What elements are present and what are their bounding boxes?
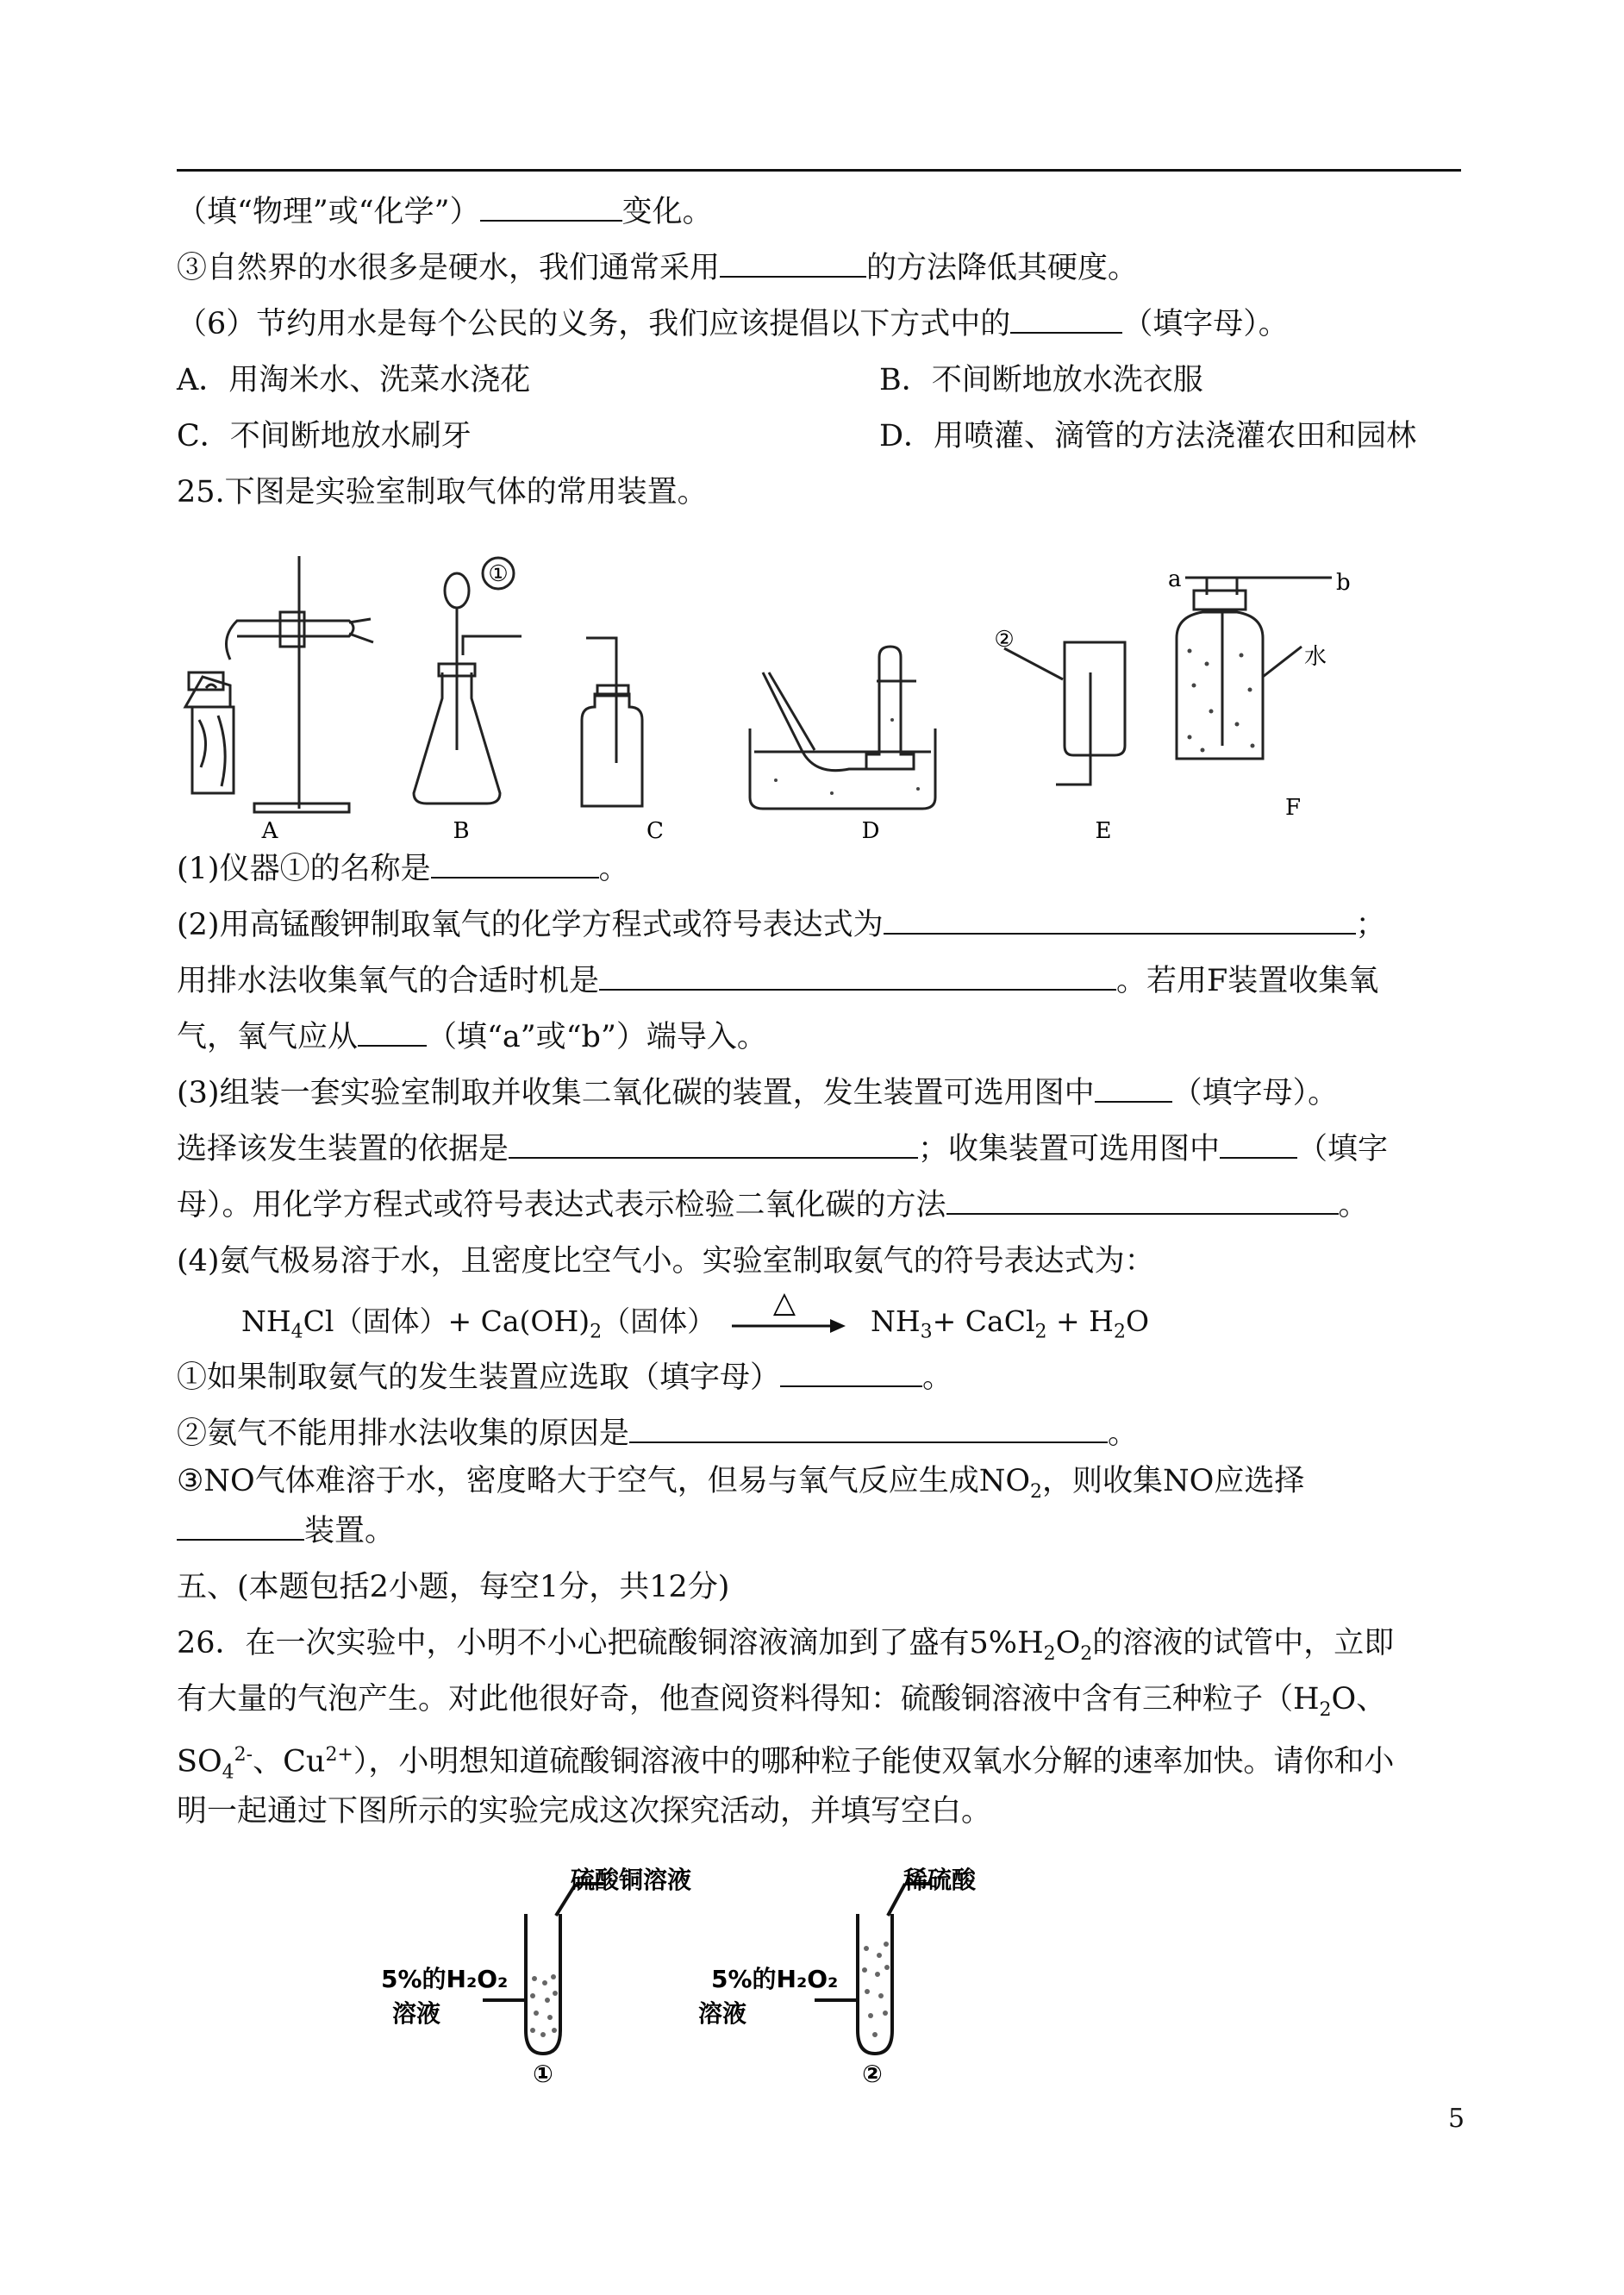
answer-blank[interactable] (431, 847, 599, 879)
text-line: ③自然界的水很多是硬水，我们通常采用 的方法降低其硬度。 (177, 244, 1461, 292)
label-e: E (1095, 818, 1112, 844)
option-a: A．用淘米水、洗菜水浇花 (177, 363, 531, 397)
text-line: 有大量的气泡产生。对此他很好奇，他查阅资料得知：硫酸铜溶液中含有三种粒子（$H_2O$、 (177, 1682, 1387, 1721)
text-line: 母）。用化学方程式或符号表达式表示检验二氧化碳的方法 。 (177, 1181, 1461, 1229)
text-line: ②氨气不能用排水法收集的原因是 。 (177, 1410, 1461, 1458)
marker-2: ② (994, 627, 1015, 653)
answer-blank[interactable] (946, 1184, 1339, 1215)
label-c: C (646, 818, 664, 844)
header-rule (177, 169, 1461, 172)
text-line: $SO_4^{2-}$、$Cu^{2+}$），小明想知道硫酸铜溶液中的哪种粒子能使双氧水分解的速率加快。请你和小 (177, 1744, 1395, 1784)
tube2-side-label: 5%的H₂O₂ (711, 1965, 839, 1993)
equation-right: $NH_3+$ CaCl$_2$ + $H_2O$ (871, 1304, 1150, 1343)
text-line: 26．在一次实验中，小明不小心把硫酸铜溶液滴加到了盛有$5\%H_2O_2$的溶液的试管中，立即 (177, 1626, 1395, 1665)
page-number: 5 (1448, 2104, 1465, 2134)
option-row (177, 412, 1461, 460)
label-f: F (1284, 795, 1302, 821)
answer-blank[interactable] (509, 1128, 918, 1159)
text-line: 气，氧气应从 （填“a”或“b”）端导入。 (177, 1013, 1461, 1061)
answer-blank[interactable] (780, 1356, 922, 1387)
text-line: (1)仪器①的名称是 。 (177, 845, 1461, 893)
apparatus-b (414, 558, 522, 804)
answer-blank[interactable] (1095, 1072, 1172, 1103)
apparatus-d (750, 647, 935, 809)
tube2-side-label-2: 溶液 (698, 1999, 747, 2028)
option-row (177, 356, 1461, 404)
text-line: 选择该发生装置的依据是 ；收集装置可选用图中 （填字 (177, 1125, 1461, 1173)
section-title: 五、(本题包括2小题，每空1分，共12分) (177, 1570, 730, 1604)
end-b: b (1336, 570, 1351, 596)
text-line: 装置。 (177, 1507, 1461, 1555)
text-line: （6）节约用水是每个公民的义务，我们应该提倡以下方式中的 （填字母）。 (177, 300, 1461, 348)
tube2-number: ② (862, 2060, 883, 2086)
apparatus-figure (177, 535, 1461, 845)
apparatus-e (1004, 642, 1125, 785)
answer-blank[interactable] (629, 1412, 1108, 1443)
option-c: C．不间断地放水刷牙 (177, 419, 472, 453)
label-b: B (453, 818, 470, 844)
answer-blank[interactable] (720, 247, 866, 278)
text-line: 明一起通过下图所示的实验完成这次探究活动，并填写空白。 (177, 1794, 992, 1829)
text-line: (3)组装一套实验室制取并收集二氧化碳的装置，发生装置可选用图中 （填字母）。 (177, 1069, 1461, 1117)
tube1-top-label: 硫酸铜溶液 (571, 1866, 692, 1894)
label-d: D (861, 818, 880, 844)
tube1-side-label-2: 溶液 (392, 1999, 441, 2028)
answer-blank[interactable] (1010, 303, 1122, 334)
test-tube-figure (345, 1862, 1052, 2086)
text-line: 用排水法收集氧气的合适时机是 。若用F装置收集氧 (177, 957, 1461, 1005)
answer-blank[interactable] (480, 191, 622, 222)
label-a: A (261, 818, 278, 844)
equation-left: $NH_4Cl$（固体）+ $Ca(OH)_2$（固体） (241, 1304, 716, 1343)
tube1-side-label: 5%的H₂O₂ (381, 1965, 509, 1993)
apparatus-a (185, 556, 373, 812)
heat-symbol: △ (772, 1285, 796, 1320)
answer-blank[interactable] (1220, 1128, 1297, 1159)
answer-blank[interactable] (884, 904, 1356, 935)
answer-blank[interactable] (599, 960, 1116, 991)
answer-blank[interactable] (358, 1016, 427, 1047)
answer-blank[interactable] (177, 1510, 304, 1541)
question-25-title: 25.下图是实验室制取气体的常用装置。 (177, 475, 708, 510)
option-b: B．不间断地放水洗衣服 (879, 363, 1203, 397)
tube2-top-label: 稀硫酸 (903, 1866, 977, 1894)
end-a: a (1168, 566, 1182, 592)
text-line: (2)用高锰酸钾制取氧气的化学方程式或符号表达式为 ； (177, 901, 1461, 949)
reaction-arrow (728, 1285, 849, 1345)
water-label: 水 (1304, 644, 1327, 670)
tube1-number: ① (533, 2060, 553, 2086)
option-d: D．用喷灌、滴管的方法浇灌农田和园林 (879, 419, 1417, 453)
text-line: （填“物理”或“化学”） 变化。 (177, 188, 1461, 236)
text-line: (4)氨气极易溶于水，且密度比空气小。实验室制取氨气的符号表达式为： (177, 1244, 1155, 1279)
marker-1: ① (488, 561, 509, 587)
text-line: ①如果制取氨气的发生装置应选取（填字母） 。 (177, 1354, 1461, 1402)
text-line: ③NO气体难溶于水，密度略大于空气，但易与氧气反应生成$NO_2$，则收集NO应选择 (177, 1464, 1305, 1503)
apparatus-c (582, 638, 642, 806)
